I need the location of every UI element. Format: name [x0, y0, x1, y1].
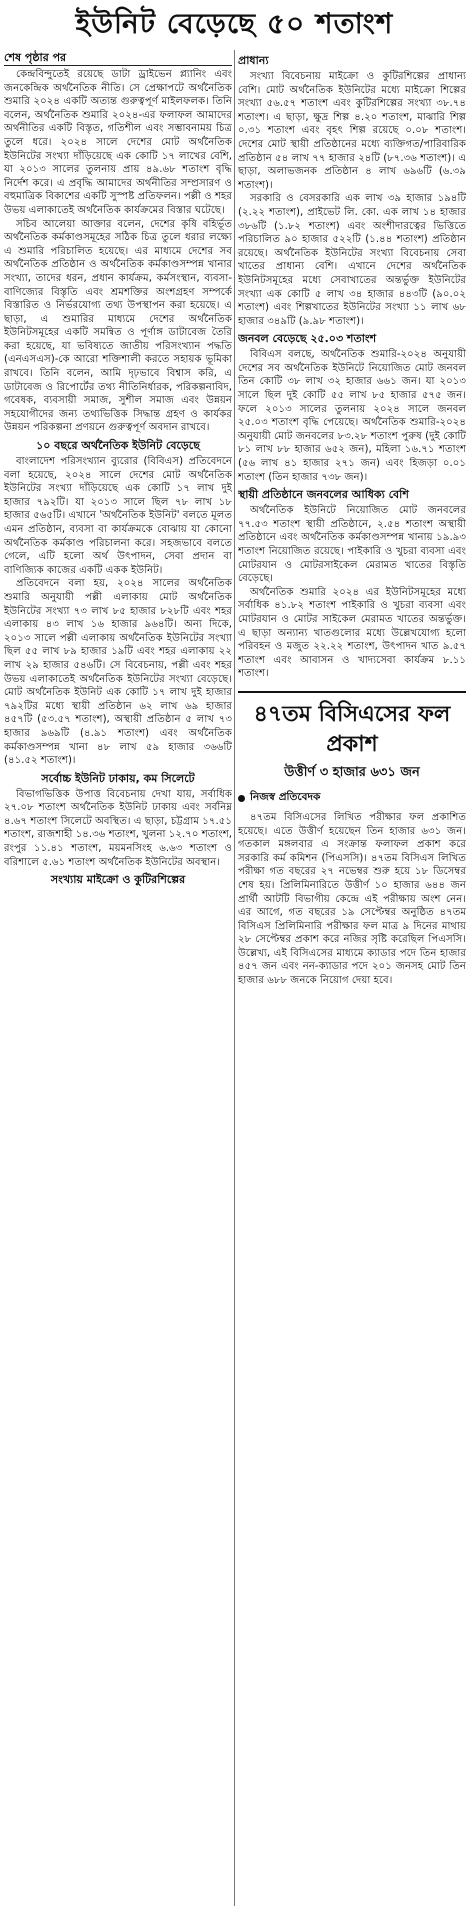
- box-subheadline: উত্তীর্ণ ৩ হাজার ৬৩১ জন: [284, 764, 420, 780]
- section-subheading-continued: প্রাধান্য: [238, 54, 269, 67]
- article-paragraph: কেন্দ্রবিন্দুতেই রয়েছে ডাটা ড্রাইভেন প্ল্যানিং এবং জনকেন্দ্রিক অর্থনৈতিক নীতি। সে প্রেক্ষাপটে অর্থনৈতিক শুমারি ২০২৪ একটি অত্যন্ত গুরুত্বপূর্ণ মাইলফলক। তিনি বলেন, অর্থনৈতিক শুমারি ২০২৪-এর ফলাফল আমাদের অর্থনীতির একটি বিস্তৃত, গতিশীল এবং সম্ভাবনাময় চিত্র তুলে ধরে। ২০২৪ সালে দেশের মোট অর্থনৈতিক ইউনিটের সংখ্যা দাঁড়িয়েছে এক কোটি ১৭ লাখের বেশি, যা ২০১৩ সালের তুলনায় প্রায় ৪৯.৬৮ শতাংশ বৃদ্ধি নির্দেশ করে। এ প্রবৃদ্ধি আমাদের অর্থনীতির সম্প্রসারণ ও বহুমাত্রিক বিকাশের একটি সুস্পষ্ট প্রতিফলন। পল্লী ও শহর উভয় এলাকাতেই অর্থনৈতিক কার্যক্রমের বিস্তার ঘটেছে।: [4, 69, 232, 216]
- right-column: [238, 50, 466, 988]
- column-divider: [234, 50, 235, 1906]
- box-headline: ৪৭তম বিসিএসের ফল প্রকাশ: [253, 700, 451, 757]
- article-paragraph: বাংলাদেশ পরিসংখ্যান ব্যুরোর (বিবিএস) প্রতিবেদনে বলা হয়েছে, ২০২৪ সালে দেশের মোট অর্থনৈতিক ইউনিটের সংখ্যা দাঁড়িয়েছে এক কোটি ১৭ লাখ দুই হাজার ৭৯২টি। যা ২০১৩ সালে ছিল ৭৮ লাখ ১৮ হাজার ৫৬৫টি। এখানে 'অর্থনৈতিক ইউনিট' বলতে মূলত এমন প্রতিষ্ঠান, ব্যবসা বা কার্যক্রমকে বোঝায় যা কোনো অর্থনৈতিক কর্মকাণ্ড পরিচালনা করে। সহজভাবে বলতে গেলে, এটি হলো অর্থ উৎপাদন, সেবা প্রদান বা বাণিজ্যিক কাজের একটি একক ইউনিট।: [4, 456, 232, 576]
- bullet-icon: [238, 795, 245, 802]
- article-paragraph: সচিব আলেয়া আক্তার বলেন, দেশের কৃষি বহির্ভূত অর্থনৈতিক কর্মকাণ্ডসমূহের সঠিক চিত্র তুলে ধরার লক্ষ্যে এ শুমারি পরিচালিত হয়েছে। এর মাধ্যমে দেশের সব অর্থনৈতিক প্রতিষ্ঠান ও অর্থনৈতিক কর্মকাণ্ডসম্পন্ন খানার সংখ্যা, তাদের ধরন, প্রধান কার্যক্রম, কর্মসংস্থান, ব্যবসা-বাণিজ্যের বিস্তৃতি এবং শ্রমশক্তির অংশগ্রহণ সম্পর্কে বিস্তারিত ও নির্ভরযোগ্য তথ্য উপস্থাপন করা হয়েছে। এ ছাড়া, এ শুমারির মাধ্যমে দেশের অর্থনৈতিক ইউনিটসমূহের একটি সমন্বিত ও পূর্ণাঙ্গ ডাটাবেজ তৈরি করা হয়েছে, যা ভবিষ্যতে জাতীয় পরিসংখ্যান পদ্ধতি (এনএসএস)-কে আরো শক্তিশালী করতে সহায়ক ভূমিকা রাখবে। তিনি বলেন, আমি দৃঢ়ভাবে বিশ্বাস করি, এ ডাটাবেজ ও রিপোর্টের তথ্য নীতিনির্ধারক, পরিকল্পনাবিদ, গবেষক, ব্যবসায়ী সমাজ, সুশীল সমাজ এবং উন্নয়ন সহযোগীদের জন্য তথ্যভিত্তিক সিদ্ধান্ত গ্রহণ ও কার্যকর উন্নয়ন পরিকল্পনা প্রণয়নে গুরুত্বপূর্ণ অবদান রাখবে।: [4, 218, 232, 434]
- byline-text: নিজস্ব প্রতিবেদক: [250, 790, 321, 803]
- page-headline: ইউনিট বেড়েছে ৫০ শতাংশ: [75, 6, 394, 40]
- article-paragraph: বিভাগভিত্তিক উপাত্ত বিবেচনায় দেখা যায়, সর্বাধিক ২৭.০৮ শতাংশ অর্থনৈতিক ইউনিট ঢাকায় এবং সর্বনিম্ন ৪.৬৭ শতাংশ সিলেটে অবস্থিত। এ ছাড়া, চট্টগ্রাম ১৭.৫১ শতাংশ, রাজশাহী ১৪.৩৬ শতাংশ, খুলনা ১২.৭০ শতাংশ, রংপুর ১১.৪১ শতাংশ, ময়মনসিংহ ৬.৬৩ শতাংশ ও বরিশালে ৫.৬১ শতাংশ অর্থনৈতিক ইউনিটের অবস্থান।: [4, 788, 232, 868]
- article-paragraph: অর্থনৈতিক শুমারি ২০২৪ এর ইউনিটসমূহের মধ্যে সর্বাধিক ৪১.৮২ শতাংশ পাইকারি ও খুচরা ব্যবসা এবং মোটরযান ও মোটর সাইকেল মেরামত খাতের অন্তর্ভুক্ত। এ ছাড়া অন্যান্য খাতগুলোর মধ্যে উল্লেখযোগ্য হলো পরিবহন ও মজুত ২২.২২ শতাংশ, উৎপাদন খাত ৯.৫৭ শতাংশ এবং আবাসন ও খাদ্যসেবা কার্যক্রম ৮.১১ শতাংশ।: [238, 586, 466, 680]
- article-paragraph: ৪৭তম বিসিএসের লিখিত পরীক্ষার ফল প্রকাশিত হয়েছে। এতে উত্তীর্ণ হয়েছেন তিন হাজার ৬৩১ জন। গতকাল মঙ্গলবার এ সংক্রান্ত ফলাফল প্রকাশ করে সরকারি কর্ম কমিশন (পিএসসি)। ৪৭তম বিসিএস লিখিত পরীক্ষা গত বছরের ২৭ নভেম্বর শুরু হয়ে ১৮ ডিসেম্বর শেষ হয়। প্রিলিমিনারিতে উত্তীর্ণ ১০ হাজার ৬৪৪ জন প্রার্থী আটটি বিভাগীয় কেন্দ্রে এই পরীক্ষায় অংশ নেন। এর আগে, গত বছরের ১৯ সেপ্টেম্বর অনুষ্ঠিত ৪৭তম বিসিএস প্রিলিমিনারি পরীক্ষার ফল মাত্র ৯ দিনের মাথায় ২৮ সেপ্টেম্বর প্রকাশ করে নজির সৃষ্টি করেছিল পিএসসি। উল্লেখ্য, এই বিসিএসের মাধ্যমে ক্যাডার পদে তিন হাজার ৪৫৭ জন এবং নন-ক্যাডার পদে ২০১ জনসহ মোট তিন হাজার ৬৮৮ জনকে নিয়োগ দেয়া হবে।: [238, 811, 466, 987]
- section-subheading: সংখ্যায় মাইক্রো ও কুটিরশিল্পের: [50, 873, 186, 887]
- left-column: [4, 50, 232, 889]
- section-subheading: ১০ বছরে অর্থনৈতিক ইউনিট বেড়েছে: [36, 439, 200, 453]
- section-subheading: সর্বোচ্চ ইউনিট ঢাকায়, কম সিলেটে: [41, 771, 195, 785]
- byline: [238, 790, 466, 807]
- article-paragraph: প্রতিবেদনে বলা হয়, ২০২৪ সালের অর্থনৈতিক শুমারি অনুযায়ী পল্লী এলাকায় মোট অর্থনৈতিক ইউনিটের সংখ্যা ৭৩ লাখ ৮৫ হাজার ৮২৮টি এবং শহর এলাকায় ৪৩ লাখ ১৬ হাজার ৯৬৪টি। অন্য দিকে, ২০১৩ সালে পল্লী এলাকায় অর্থনৈতিক ইউনিটের সংখ্যা ছিল ৫৫ লাখ ৮৯ হাজার ১৯টি এবং শহর এলাকায় ২২ লাখ ২৯ হাজার ৫৪৬টি। সে বিবেচনায়, পল্লী এবং শহর উভয় এলাকাতেই অর্থনৈতিক ইউনিটের সংখ্যা বেড়েছে। মোট অর্থনৈতিক ইউনিট এক কোটি ১৭ লাখ দুই হাজার ৭৯২টির মধ্যে স্থায়ী প্রতিষ্ঠান ৬২ লাখ ৬৯ হাজার ৪৫৭টি (৫৩.৫৭ শতাংশ), অস্থায়ী প্রতিষ্ঠান ৫ লাখ ৭৩ হাজার ৯৬৯টি (৪.৯১ শতাংশ) এবং অর্থনৈতিক কর্মকাণ্ডসম্পন্ন খানা ৪৮ লাখ ৫৯ হাজার ৩৬৬টি (৪১.৫২ শতাংশ)।: [4, 578, 232, 767]
- article-paragraph: সরকারি ও বেসরকারি এক লাখ ৩৯ হাজার ১৯৪টি (২.২২ শতাংশ), প্রাইভেট লি. কো. এক লাখ ১৪ হাজার ৩৮৬টি (১.৮২ শতাংশ) এবং অংশীদারত্বের ভিত্তিতে পরিচালিত ৯০ হাজার ৫২২টি (১.৪৪ শতাংশ) প্রতিষ্ঠান রয়েছে। অর্থনৈতিক ইউনিটের সংখ্যা বিবেচনায় সেবা খাতের প্রাধান্য বেশি। এখানে দেশের অর্থনৈতিক ইউনিটসমূহের মধ্যে সেবাখাতের অন্তর্ভুক্ত ইউনিটের সংখ্যা এক কোটি ৫ লাখ ৩৪ হাজার ৪৪৩টি (৯০.০২ শতাংশ) এবং শিল্পখাতের ইউনিটের সংখ্যা ১১ লাখ ৬৮ হাজার ৩৪৯টি (৯.৯৮ শতাংশ)।: [238, 193, 466, 327]
- article-paragraph: সংখ্যা বিবেচনায় মাইক্রো ও কুটিরশিল্পের প্রাধান্য বেশি। মোট অর্থনৈতিক ইউনিটের মধ্যে মাইক্রো শিল্পের সংখ্যা ৫৬.৫৭ শতাংশ এবং কুটিরশিল্পের সংখ্যা ৩৮.৭৪ শতাংশ। এ ছাড়া, ক্ষুদ্র শিল্প ৪.২০ শতাংশ, মাঝারি শিল্প ০.৩১ শতাংশ এবং বৃহৎ শিল্প রয়েছে ০.০৮ শতাংশ। দেশের মোট স্থায়ী প্রতিষ্ঠানের মধ্যে ব্যক্তিগত/পারিবারিক প্রতিষ্ঠান ৫৪ লাখ ৭৭ হাজার ২৪টি (৮৭.৩৬ শতাংশ)। এ ছাড়া, অলাভজনক প্রতিষ্ঠান ৪ লাখ ৬৯৬টি (৬.৩৯ শতাংশ)।: [238, 71, 466, 191]
- bcs-news-box: [238, 691, 466, 988]
- article-paragraph: বিবিএস বলছে, অর্থনৈতিক শুমারি-২০২৪ অনুযায়ী দেশের সব অর্থনৈতিক ইউনিটে নিয়োজিত মোট জনবল তিন কোটি ৩৮ লাখ ৩২ হাজার ৬৬১ জন। যা ২০১৩ সালে ছিল দুই কোটি ৫৫ লাখ ৮৫ হাজার ৫৭৫ জন। ফলে ২০১৩ সালের তুলনায় ২০২৪ সালে জনবল ২৫.০৩ শতাংশ বৃদ্ধি পেয়েছে। অর্থনৈতিক শুমারি-২০২৪ অনুযায়ী মোট জনবলের ৮৩.২৮ শতাংশ পুরুষ (দুই কোটি ৮১ লাখ ৮৮ হাজার ৬৫২ জন), মহিলা ১৬.৭১ শতাংশ (৫৬ লাখ ৪১ হাজার ২৭১ জন) এবং হিজড়া ০.০১ শতাংশ (তিন হাজার ৭৩৮ জন)।: [238, 349, 466, 483]
- section-subheading: স্থায়ী প্রতিষ্ঠানে জনবলের আধিক্য বেশি: [238, 488, 409, 502]
- article-paragraph: অর্থনৈতিক ইউনিটে নিয়োজিত মোট জনবলের ৭৭.৫৩ শতাংশ স্থায়ী প্রতিষ্ঠানে, ২.৫৪ শতাংশ অস্থায়ী প্রতিষ্ঠানে এবং অর্থনৈতিক কর্মকাণ্ডসম্পন্ন খানায় ১৯.৯৩ শতাংশ নিয়োজিত রয়েছে। পাইকারি ও খুচরা ব্যবসা এবং মোটরযান ও মোটরসাইকেল মেরামত খাতের বিস্তৃতি বেড়েছে।: [238, 505, 466, 585]
- section-subheading: জনবল বেড়েছে ২৫.০৩ শতাংশ: [238, 332, 377, 346]
- continuation-kicker: শেষ পৃষ্ঠার পর: [4, 50, 232, 66]
